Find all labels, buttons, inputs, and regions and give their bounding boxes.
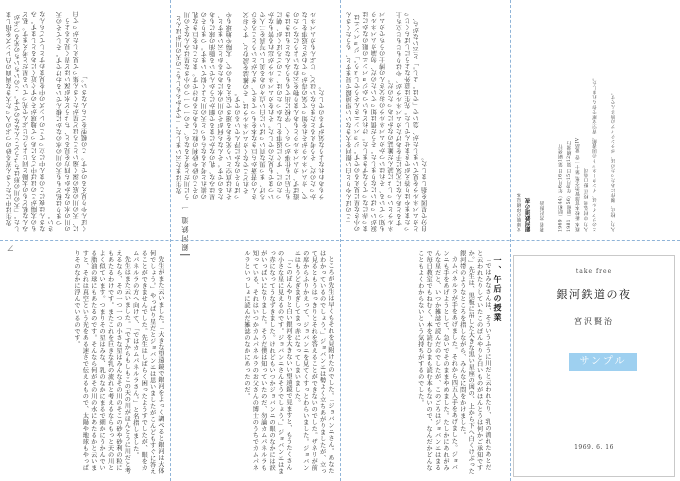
paragraph: 先生は中にたくさん光る砂のつぶの入った大きな両面の凸レンズを指しました。「天の川の形はちょうどこんななのです。このいちいちの光るつぶがみんな私どもの太陽と同じようにじぶんで光っている星だと考えます。私どもの太陽がこのほぼ中ごろにあって地球がそのすぐ近くにあるとします。みなさんは夜にこのまん中に立ってこのレンズの中を見まわすとしてごらんなさい。 [6, 11, 56, 232]
colophon-line: 入力 中村弘美 校正 野口英司 [584, 167, 589, 232]
body-text [6, 10, 164, 232]
paragraph: するとあんなに元気に手をあげたカムパネルラが、やはりもじもじ立ち上ったままやはり答えができませんでした。先生は意外なようにしばらくじっとカムパネルラを見ていましたが、急いで「では。よし。」と云いながら、自分で星図を指しました。 [396, 11, 429, 232]
paragraph: 「このぼんやりと白い銀河を大きないい望遠鏡で見ますと、もうたくさんの小さな星に見えるのです。ジョバンニさんそうでしょう。」ジョバンニはまっ赤になってうなずきました。けれどもいつかジョバンニの眼のなかには涙がいっぱいになりました。そうだ僕は知っていたのだ、勿論カムパネルラも知っている、それはいつかカムパネルラのお父さんの博士のうちでカムパネルラといっしょに読んだ雑誌のなかにあったのだ。 [346, 11, 396, 232]
paragraph: つまりは私どもも天の川の水のなかに棲んでいるわけです。そしてその天の川の水のなかから四方を見ると、ちょうど水が深いほど青く見えるように、天の川の底の深く遠いところほど星がたくさん集って見えしたがって白くぼんやり見えるのです。この模型をごらんなさい。」 [56, 11, 89, 232]
paragraph: 「このぼんやりと白い銀河を大きないい望遠鏡で見ますと、もうたくさんの小さな星に見えるのです。ジョバンニさんそうでしょう。」ジョバンニはまっ赤になってうなずきました。けれどもいつかジョバンニの眼のなかには涙がいっぱいになりました。そうだ僕は知っていたのだ、勿論カムパネルラも知っている、それはいつかカムパネルラのお父さんの博士のうちでカムパネルラといっしょに読んだ雑誌のなかにあったのだ。 [242, 250, 292, 475]
fold-guide-vertical [170, 0, 171, 481]
page-top-3 [346, 10, 504, 232]
paragraph: ところが先生は早くもそれを見附けたのでした。「ジョバンニさん。あなたはわかっているのでしょう。」ジョバンニは勢よく立ちあがりましたが、立って見るともうはっきりとそれを答えることができないのでした。ザネリが前の席からふりかえって、ジョバンニを見てくすっとわらいました。ジョバンニはもうどぎまぎしてまっ赤になってしまいました。 [293, 250, 334, 475]
folio-top [180, 202, 190, 255]
cover-title: 銀河鉄道の夜 [556, 288, 632, 301]
colophon-line: このファイルは、インターネットの図書館、青空文庫で作られました。 [592, 75, 598, 232]
folio-number: 一 [181, 202, 189, 211]
cover-series: take free [575, 268, 613, 275]
page-top-1 [6, 10, 164, 232]
colophon-line: 著者 宮沢賢治 [540, 200, 545, 232]
colophon [516, 10, 674, 232]
colophon-page [516, 10, 674, 232]
colophon-line: 1981（昭和56）年8月15日 第12刷発行 [567, 140, 572, 232]
colophon-line: 底本 新校本宮澤賢治全集 第十一巻 童話IV [575, 137, 581, 232]
body-text [6, 250, 164, 475]
page-bottom-2 [176, 250, 334, 475]
page-bottom-3 [346, 250, 491, 475]
body-text [346, 250, 491, 475]
page-top-2 [176, 10, 334, 200]
body-text [346, 10, 504, 232]
body-text [176, 250, 334, 475]
paragraph: それどこでなくカムパネルラは、その雑誌を読むと、すぐお父さんの書斎から巨きな本をもってきて、ぎんがというところをひろげ、まっ黒な頁いっぱいに白い点々のある美しい写真を二人でいつまでも見たのでした。それをカムパネルラが忘れる筈もなかったのに、すぐに返事をしなかったのは、このごろぼくが、朝にも午后にも仕事がつらく、学校に出てももうみんなともはきはき遊ばず、カムパネルラともあんまり物を云わないようになったので、カムパネルラがそれを知って気の毒がってわざと返事をしなかったのだ、そう考えるとたまらないほど、じぶんもカムパネルラもあわれなような気がするのでした。 [243, 11, 326, 200]
paragraph: 先生はまた云いました。「ですからもしもこの天の川がほんとうに川だと考えるなら、その一つ一つの小さな星はみんなその川のそこの砂や砂利の粒にもあたるわけです。またこれを巨きな乳の流れと考えるならもっと天の川とよく似ています。つまりその星はみな、乳のなかにまるで細かにうかんでいる脂油の球にもあたるのです。そんなら何がその川の水にあたるかと云いますと、それは真空という光をある速さで伝えるもので、太陽や地球もやっぱりそのなかに浮んでいるのです。 [176, 11, 242, 200]
fold-guide-vertical [340, 0, 341, 481]
colophon-title: 銀河鉄道の夜 [525, 197, 532, 232]
paragraph: カムパネルラが手をあげました。それから四五人手をあげました。ジョバンニも手をあげようとして、急いでそのままやめました。たしかにあれがみんな星だと、いつか雑誌で読んだのでしたが、このごろはジョバンニはまるで毎日教室でもねむく、本を読むひまも読む本もないので、なんだかどんなこともよくわからないという気持ちがするのでした。 [416, 250, 458, 471]
paragraph: 先生がまた云いました。「大きな望遠鏡で銀河をよっく調べると銀河は大体何でしょう。」やっぱり星だとジョバンニは思いましたがこんどもすぐに答えることができませんでした。先生はしばらく困ったようすでしたが、眼をカムパネルラの方へ向けて、「ではカムパネルラさん。」と名指しました。 [131, 250, 164, 475]
paragraph: 先生はまた云いました。「ですからもしもこの天の川がほんとうに川だと考えるなら、その一つ一つの小さな星はみんなその川のそこの砂や砂利の粒にもあたるわけです。またこれを巨きな乳の流れと考えるならもっと天の川とよく似ています。つまりその星はみな、乳のなかにまるで細かにうかんでいる脂油の球にもあたるのです。そんなら何がその川の水にあたるかと云いますと、それは真空という光をある速さで伝えるもので、太陽や地球もやっぱりそのなかに浮んでいるのです。 [72, 250, 131, 475]
fold-guide-vertical [510, 0, 511, 481]
page-bottom-1 [6, 250, 164, 475]
chapter-heading: 一、午后の授業 [493, 256, 503, 323]
body-text [176, 10, 334, 200]
folio-title: 銀河鉄道 [181, 215, 189, 252]
paragraph: 「ではみなさんは、そういうふうに川だと云われたり、乳の流れたあとだと云われたりしていたこのぼんやりと白いものがほんとうは何かご承知ですか。」先生は、黒板に吊した大きな黒い星座の図の、上から下へ白くけぶった銀河帯のようなところを指しながら、みんなに問をかけました。 [458, 250, 491, 475]
crop-mark: ∠ [6, 244, 15, 255]
cover-date: 1969. 6. 16 [574, 444, 614, 451]
colophon-line: 入力、校正、制作にあたったのは、ボランティアの皆さんです。 [611, 89, 616, 232]
cover-page [513, 255, 675, 477]
sample-badge: サンプル [569, 353, 637, 371]
colophon-label: 文庫版の印刷見本 [517, 192, 522, 232]
colophon-line: 1969（昭和44）年6月16日 第1刷発行 [558, 144, 564, 232]
cover-author: 宮沢賢治 [574, 317, 614, 326]
